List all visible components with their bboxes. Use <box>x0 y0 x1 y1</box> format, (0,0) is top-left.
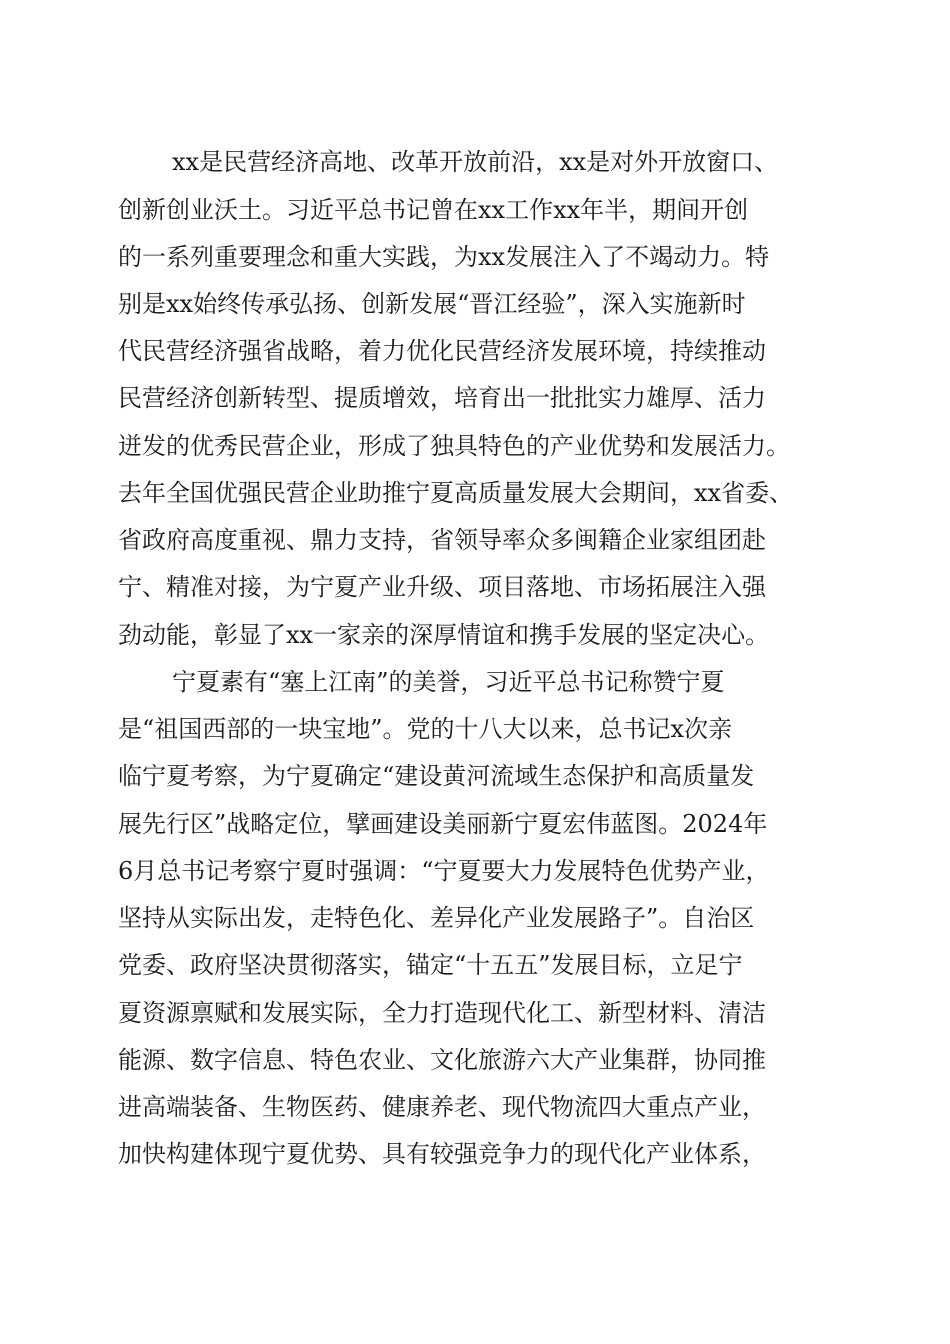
text-line: 是“祖国西部的一块宝地”。党的十八大以来，总书记x次亲 <box>118 715 733 743</box>
text-line: 迸发的优秀民营企业，形成了独具特色的产业优势和发展活力。 <box>118 432 790 460</box>
text-line: 进高端装备、生物医药、健康养老、现代物流四大重点产业， <box>118 1093 766 1121</box>
text-line: xx是民营经济高地、改革开放前沿，xx是对外开放窗口、 <box>172 148 779 176</box>
text-line: 6月总书记考察宁夏时强调：“宁夏要大力发展特色优势产业， <box>118 857 770 885</box>
text-line: 党委、政府坚决贯彻落实，锚定“十五五”发展目标，立足宁 <box>118 951 743 979</box>
text-line: 民营经济创新转型、提质增效，培育出一批批实力雄厚、活力 <box>118 384 766 412</box>
text-line: 宁、精准对接，为宁夏产业升级、项目落地、市场拓展注入强 <box>118 573 766 601</box>
text-line: 去年全国优强民营企业助推宁夏高质量发展大会期间，xx省委、 <box>118 479 794 507</box>
text-line: 别是xx始终传承弘扬、创新发展“晋江经验”，深入实施新时 <box>118 290 746 318</box>
text-line: 临宁夏考察，为宁夏确定“建设黄河流域生态保护和高质量发 <box>118 762 755 790</box>
text-line: 代民营经济强省战略，着力优化民营经济发展环境，持续推动 <box>118 337 766 365</box>
text-line: 劲动能，彰显了xx一家亲的深厚情谊和携手发展的坚定决心。 <box>118 621 770 649</box>
text-line: 的一系列重要理念和重大实践，为xx发展注入了不竭动力。特 <box>118 243 770 271</box>
text-line: 宁夏素有“塞上江南”的美誉，习近平总书记称赞宁夏 <box>172 668 725 696</box>
text-line: 创新创业沃土。习近平总书记曾在xx工作xx年半，期间开创 <box>118 196 749 224</box>
text-line: 加快构建体现宁夏优势、具有较强竞争力的现代化产业体系， <box>118 1140 766 1168</box>
text-line: 夏资源禀赋和发展实际，全力打造现代化工、新型材料、清洁 <box>118 999 766 1027</box>
text-line: 展先行区”战略定位，擘画建设美丽新宁夏宏伟蓝图。2024年 <box>118 810 768 838</box>
text-line: 能源、数字信息、特色农业、文化旅游六大产业集群，协同推 <box>118 1046 766 1074</box>
text-line: 坚持从实际出发，走特色化、差异化产业发展路子”。自治区 <box>118 904 755 932</box>
text-line: 省政府高度重视、鼎力支持，省领导率众多闽籍企业家组团赴 <box>118 526 766 554</box>
